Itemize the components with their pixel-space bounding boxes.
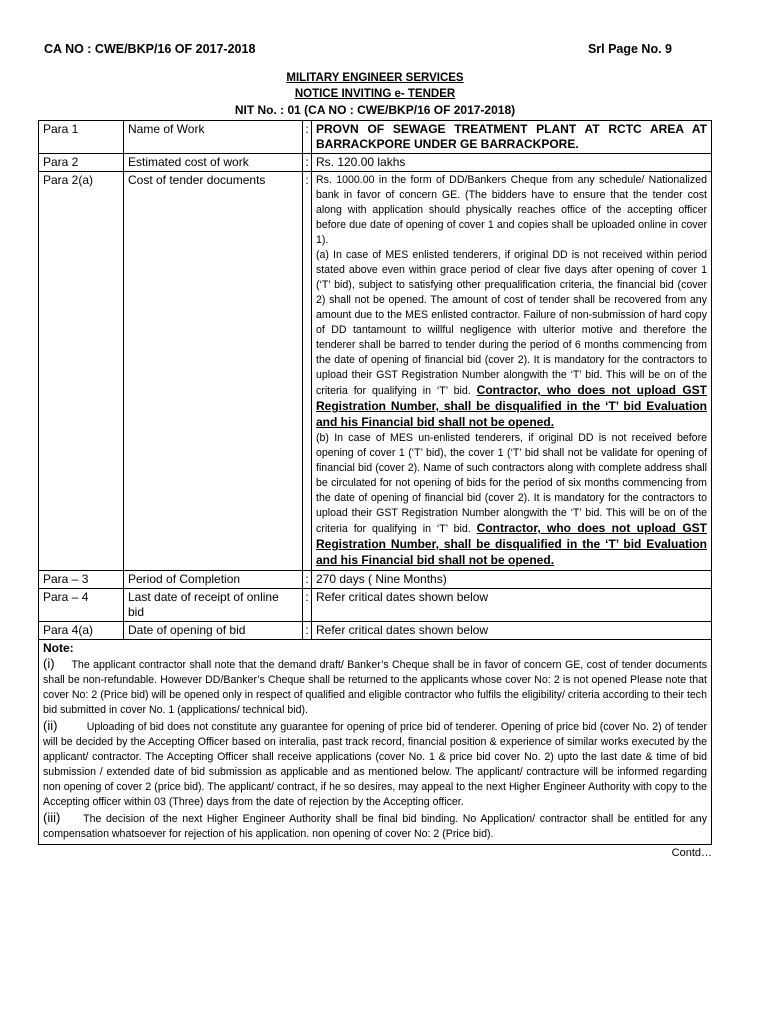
field-label: Period of Completion	[124, 571, 303, 589]
colon: :	[303, 622, 312, 640]
field-label: Name of Work	[124, 121, 303, 154]
para-number: Para 2	[39, 154, 124, 172]
field-label: Cost of tender documents	[124, 172, 303, 571]
table-row	[39, 154, 712, 172]
note-title: Note:	[43, 641, 74, 655]
table-row	[39, 640, 712, 845]
para-number: Para 2(a)	[39, 172, 124, 571]
completion-period-value: 270 days ( Nine Months)	[312, 571, 712, 589]
table-row	[39, 622, 712, 640]
enlisted-paragraph	[316, 248, 707, 431]
note-item	[43, 810, 707, 842]
table-row	[39, 571, 712, 589]
cost-of-tender-value	[312, 172, 712, 571]
unenlisted-paragraph	[316, 431, 707, 569]
ca-number: CA NO : CWE/BKP/16 OF 2017-2018	[44, 42, 256, 56]
cost-paragraph: Rs. 1000.00 in the form of DD/Bankers Cheque from any schedule/ Nationalized bank in favor of concern GE. (The bidders have to ensure that the tender cost along with application should physically reaches office of the accepting officer before due date of opening of cover 1 and copies shall be uploaded online in cover 1).	[316, 174, 707, 246]
table-row	[39, 172, 712, 571]
enlisted-warning: Contractor, who does not upload GST Registration Number, shall be disqualified in the ‘T’ bid Evaluation and his Financial bid shall not be opened.	[316, 383, 707, 429]
colon: :	[303, 571, 312, 589]
note-number: (i)	[43, 656, 55, 671]
continued-marker: Contd…	[671, 847, 712, 859]
colon: :	[303, 172, 312, 571]
unenlisted-text: (b) In case of MES un-enlisted tenderers, if original DD is not received before opening of cover 1 (‘T’ bid), the cover 1 (‘T’ bid shall not be validate for opening of financial bid (cover 2). Name of such contractors along with complete address shall be circulated for not opening of bids for the period of six months commencing from the date of opening of financial bid (cover 2). It is mandatory for the contractors to upload their GST Registration Number alongwith the ‘T’ bid. This will be on of the criteria for qualifying in ‘T’ bid.	[316, 432, 707, 535]
field-label: Last date of receipt of online bid	[124, 589, 303, 622]
notes-section	[39, 640, 712, 845]
colon: :	[303, 121, 312, 154]
table-row	[39, 589, 712, 622]
name-of-work-value: PROVN OF SEWAGE TREATMENT PLANT AT RCTC AREA AT BARRACKPORE UNDER GE BARRACKPORE.	[312, 121, 712, 154]
nit-number: NIT No. : 01 (CA NO : CWE/BKP/16 OF 2017-2018)	[234, 103, 516, 117]
note-item	[43, 718, 707, 810]
last-date-value: Refer critical dates shown below	[312, 589, 712, 622]
para-number: Para 1	[39, 121, 124, 154]
page-header	[38, 42, 712, 62]
colon: :	[303, 589, 312, 622]
table-row	[39, 121, 712, 154]
note-number: (iii)	[43, 810, 61, 825]
note-number: (ii)	[43, 718, 58, 733]
document-page	[38, 42, 712, 859]
note-text: The decision of the next Higher Engineer Authority shall be final bid binding. No Application/ contractor shall be entitled for any compensation whatsoever for rejection of his application. non opening of cover No: 2 (Price bid).	[43, 813, 707, 840]
enlisted-text: (a) In case of MES enlisted tenderers, if original DD is not received within period stated above even within grace period of clear five days after opening of cover 1 (‘T’ bid), subject to satisfying other prequalification criteria, the financial bid (cover 2) shall not be opened. The amount of cost of tender shall be recovered from any amount due to the MES enlisted contractor. Failure of non-submission of hard copy of DD tantamount to willful negligence with ulterior motive and therefore the tenderer shall be barred to tender during the period of 6 months commencing from the date of opening of financial bid (cover 2). It is mandatory for the contractors to upload their GST Registration Number alongwith the ‘T’ bid. This will be on of the criteria for qualifying in ‘T’ bid.	[316, 249, 707, 397]
tender-details-table	[38, 120, 712, 845]
estimated-cost-value: Rs. 120.00 lakhs	[312, 154, 712, 172]
colon: :	[303, 154, 312, 172]
opening-date-value: Refer critical dates shown below	[312, 622, 712, 640]
para-number: Para 4(a)	[39, 622, 124, 640]
field-label: Date of opening of bid	[124, 622, 303, 640]
para-number: Para – 4	[39, 589, 124, 622]
note-item	[43, 656, 707, 718]
org-title: MILITARY ENGINEER SERVICES	[286, 72, 464, 84]
notice-title: NOTICE INVITING e- TENDER	[294, 88, 456, 100]
unenlisted-warning: Contractor, who does not upload GST Registration Number, shall be disqualified in the ‘T’ bid Evaluation and his Financial bid shall not be opened.	[316, 521, 707, 567]
para-number: Para – 3	[39, 571, 124, 589]
serial-page-number: Srl Page No. 9	[587, 42, 672, 56]
field-label: Estimated cost of work	[124, 154, 303, 172]
document-titles	[38, 70, 712, 118]
note-text: The applicant contractor shall note that the demand draft/ Banker’s Cheque shall be in favor of concern GE, cost of tender documents shall be non-refundable. However DD/Banker’s Cheque shall be returned to the applicants whose cover No: 2 is not opened Please note that cover No: 2 (Price bid) will be opened only in respect of qualified and eligible contractor who fulfils the eligibility/ criteria according to their tech bid submitted in cover No. 1 (applications/ technical bid).	[43, 659, 708, 716]
note-text: Uploading of bid does not constitute any guarantee for opening of price bid of tenderer. Opening of price bid (cover No. 2) of tender will be decided by the Accepting Officer based on interalia, past track record, financial position & experience of similar works executed by the applicant/ contractor. The Accepting Officer shall receive applications (cover No. 1 & price bid cover No. 2) upto the last date & time of bid submission / extended date of bid submission as applicable and as mentioned below. The applicant/ contracture will be informed regarding non opening of cover 2 (price bid). The applicant/ contract, if he so desires, may appeal to the next Higher Engineer Authority with copy to the Accepting officer within 03 (Three) days from the date of rejection by the Accepting officer.	[43, 721, 707, 808]
